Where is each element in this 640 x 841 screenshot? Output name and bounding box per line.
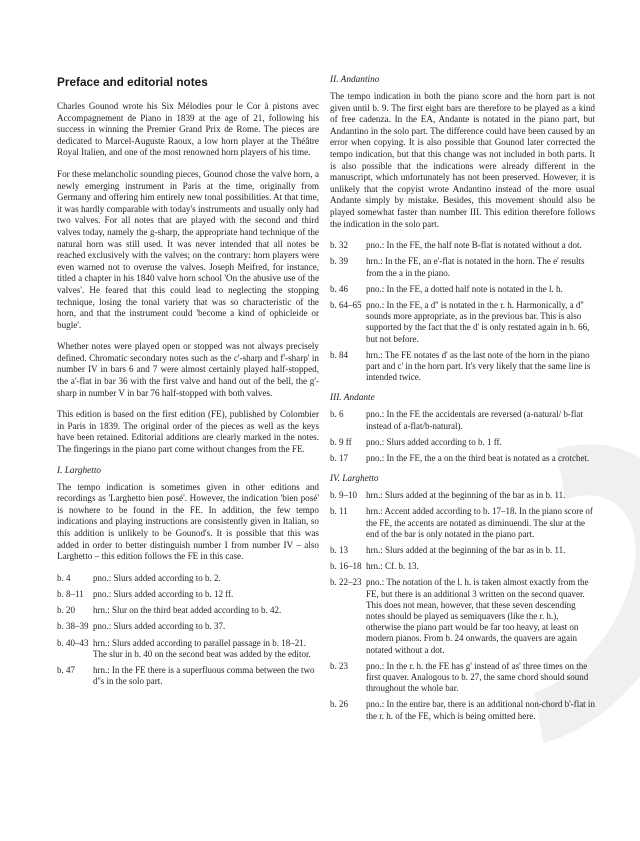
note-text: pno.: Slurs added according to b. 2.	[93, 572, 221, 583]
bar-number: b. 9–10	[330, 490, 357, 501]
note-row	[330, 699, 595, 721]
preface-paragraph-2: For these melancholic sounding pieces, Gounod chose the valve horn, a newly emerging instrument in Paris at the time, originally from Germany and offering him entirely new tonal possibilities. At that time, it was hardly comparable with today's instruments and usually only had two valves. For all notes that are played with the second and third valves today, namely the g-sharp, the appropriate hand technique of the natural horn was still used. It was never intended that all notes be reached exclusively with the valves; on the contrary: horn players were even warned not to overuse the valves. Joseph Meifred, for instance, titled a chapter in his 1840 valve horn school 'On the abusive use of the valves'. He feared that this could lead to neglecting the stopping technique, losing the tonal variety that was so characteristic of the horn, and that the instrument could 'become a kind of ophicleide or bugle'.	[57, 168, 319, 330]
note-text: pno.: In the r. h. the FE has g' instead of as' three times on the first quaver. Analogous to b. 27, the same chord should sound throughout the whole bar.	[366, 660, 589, 694]
note-text: pno.: The notation of the l. h. is taken almost exactly from the FE, but there is an additional 3 written on the second quaver. This does not mean, however, that these seven descending notes should be played as semiquavers (like the r. h.), otherwise the piano part would be far too heavy, at least on modern pianos. From b. 24 onwards, the quavers are again notated without a dot.	[366, 577, 589, 655]
section-title-larghetto-1: I. Larghetto	[57, 465, 102, 476]
bar-number: b. 8–11	[57, 588, 84, 599]
preface-paragraph-4: This edition is based on the first edition (FE), published by Colombier in Paris in 1839. The original order of the pieces as well as the keys have been retained. Editorial additions are clearly marked in the notes. The fingerings in the piano part come without changes from the FE.	[57, 409, 319, 455]
note-row	[330, 300, 595, 345]
note-text: hrn.: Slur on the third beat added according to b. 42.	[93, 605, 282, 616]
bar-number: b. 46	[330, 283, 348, 294]
preface-paragraph-1: Charles Gounod wrote his Six Mélodies pour le Cor à pistons avec Accompagnement de Piano in 1839 at the age of 21, following his success in winning the Premier Grand Prix de Rome. The pieces are dedicated to Marcel-Auguste Raoux, a low horn player at the Théâtre Royal Italien, and one of the most renowned horn players of his time.	[57, 101, 319, 158]
note-row	[330, 409, 595, 431]
note-row	[57, 665, 319, 687]
note-text: pno.: In the FE, the a on the third beat is notated as a crotchet.	[366, 452, 590, 463]
bar-number: b. 23	[330, 660, 348, 671]
bar-number: b. 40–43	[57, 637, 89, 648]
note-row	[57, 638, 319, 660]
note-row	[330, 284, 595, 295]
bar-number: b. 16–18	[330, 561, 362, 572]
bar-number: b. 64–65	[330, 299, 362, 310]
notes-list-andantino	[330, 240, 595, 383]
note-row	[330, 350, 595, 384]
note-text: pno.: In the FE, the half note B-flat is notated without a dot.	[366, 240, 582, 251]
note-row	[330, 561, 595, 572]
bar-number: b. 4	[57, 572, 71, 583]
section-intro-larghetto-1: The tempo indication is sometimes given in other editions and recordings as 'Larghetto bien posé'. However, the indication 'bien posé' is nowhere to be found in the FE. In addition, the few tempo indications and playing instructions are consistently given in Italian, so this addition is unlikely to be Gounod's. It is possible that this was added in order to better distinguish number I from number IV – also Larghetto – this edition follows the FE in this case.	[57, 481, 319, 562]
note-row	[330, 661, 595, 695]
section-intro-andantino: The tempo indication in both the piano score and the horn part is not given until b. 9. The first eight bars are therefore to be played as a kind of free cadenza. In the EA, Andante is notated in the piano part, but Andantino in the solo part. The difference could have been caused by an error when copying. It is also possible that Gounod later corrected the tempo indication, but that this change was not included in both parts. It is also possible that the indications were already different in the manuscript, which unfortunately has not been preserved. However, it is unlikely that the copyist wrote Andantino instead of the more usual Andante simply by mistake. Besides, this movement should also be played somewhat faster than number III. This edition therefore follows the indication in the solo part.	[330, 91, 595, 229]
note-row	[330, 453, 595, 464]
note-row	[330, 545, 595, 556]
bar-number: b. 20	[57, 605, 75, 616]
note-row	[57, 621, 319, 632]
note-text: hrn.: Slurs added at the beginning of the bar as in b. 11.	[366, 490, 566, 501]
bar-number: b. 9 ff	[330, 436, 352, 447]
note-text: hrn.: The FE notates d' as the last note of the horn in the piano part and c' in the horn part. It's very likely that the same line is intended twice.	[366, 349, 591, 383]
right-column	[330, 75, 595, 732]
notes-list-andante	[330, 409, 595, 464]
page-title: Preface and editorial notes	[57, 75, 208, 89]
note-text: hrn.: Accent added according to b. 17–18. In the piano score of the FE, the accents are notated as diminuendi. The slur at the end of the bar is only notated in the piano part.	[366, 506, 593, 539]
note-row	[330, 437, 595, 448]
bar-number: b. 11	[330, 506, 348, 517]
bar-number: b. 17	[330, 452, 348, 463]
bar-number: b. 38–39	[57, 621, 89, 632]
preface-paragraph-3: Whether notes were played open or stopped was not always precisely defined. Chromatic secondary notes such as the c'-sharp and f'-sharp' in number IV in bars 6 and 7 were almost certainly played half-stopped, the a'-flat in bar 36 with the first valve and hand out of the bell, the g'-sharp in number V in bar 76 half-stopped with both valves.	[57, 341, 319, 398]
bar-number: b. 84	[330, 349, 348, 360]
note-row	[330, 577, 595, 655]
note-text: hrn.: In the FE, an e'-flat is notated in the horn. The e' results from the a in the piano.	[366, 256, 585, 278]
section-title-andante: III. Andante	[330, 393, 375, 404]
note-text: pno.: Slurs added according to b. 37.	[93, 621, 226, 632]
section-title-larghetto-4: IV. Larghetto	[330, 474, 379, 485]
note-text: pno.: In the FE, a dotted half note is notated in the l. h.	[366, 283, 563, 294]
note-row	[57, 573, 319, 584]
section-title-andantino: II. Andantino	[330, 75, 380, 85]
note-row	[330, 506, 595, 540]
note-row	[330, 240, 595, 251]
bar-number: b. 22–23	[330, 577, 362, 588]
notes-list-larghetto-4	[330, 490, 595, 722]
note-text: pno.: Slurs added according to b. 1 ff.	[366, 436, 502, 447]
left-column	[57, 75, 319, 697]
note-text: hrn.: Cf. b. 13.	[366, 561, 419, 572]
note-row	[57, 605, 319, 616]
bar-number: b. 32	[330, 240, 348, 251]
note-text: pno.: In the FE the accidentals are reversed (a-natural/ b-flat instead of a-flat/b-natural).	[366, 409, 583, 431]
note-text: hrn.: Slurs added at the beginning of the bar as in b. 11.	[366, 544, 566, 555]
note-text: pno.: In the FE, a d'' is notated in the r. h. Harmonically, a d'' sounds more appropriate, as in the previous bar. This is also supported by the fact that the d' is only restated again in b. 66, but not before.	[366, 299, 590, 344]
bar-number: b. 26	[330, 699, 348, 710]
note-row	[330, 490, 595, 501]
note-row	[330, 256, 595, 278]
note-text: pno.: In the entire bar, there is an additional non-chord b'-flat in the r. h. of the FE, which is being omitted here.	[366, 699, 595, 721]
bar-number: b. 6	[330, 409, 344, 420]
note-row	[57, 589, 319, 600]
bar-number: b. 13	[330, 544, 348, 555]
note-text: hrn.: Slurs added according to parallel passage in b. 18–21. The slur in b. 40 on the second beat was added by the editor.	[93, 637, 311, 659]
note-text: hrn.: In the FE there is a superfluous comma between the two d''s in the solo part.	[93, 665, 315, 687]
bar-number: b. 47	[57, 665, 75, 675]
bar-number: b. 39	[330, 256, 348, 267]
notes-list-larghetto-1	[57, 573, 319, 688]
note-text: pno.: Slurs added according to b. 12 ff.	[93, 588, 234, 599]
